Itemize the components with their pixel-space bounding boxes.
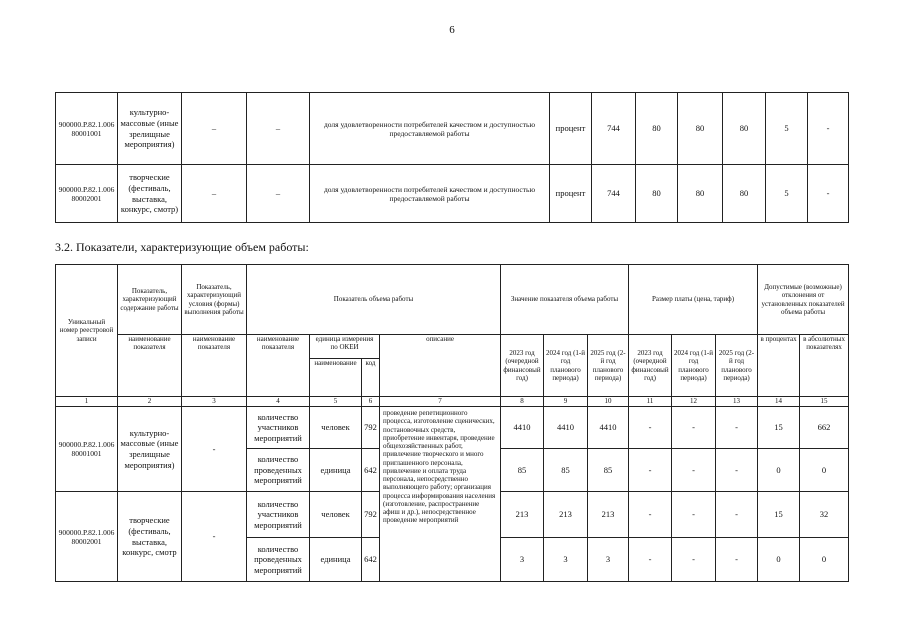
deviation-absolute: -	[808, 165, 849, 223]
value-2024: 85	[544, 449, 588, 492]
header-unit-code: код	[362, 359, 380, 397]
value-2023: 213	[501, 492, 544, 538]
payment-2023: -	[629, 538, 672, 582]
column-number: 15	[800, 397, 849, 407]
volume-indicator: количество участников мероприятий	[247, 407, 310, 449]
volume-indicator: количество проведенных мероприятий	[247, 449, 310, 492]
okei-code: 642	[362, 449, 380, 492]
column-number: 12	[672, 397, 716, 407]
header-row	[56, 335, 849, 359]
payment-2025: -	[716, 492, 758, 538]
header-unit-measure: единица измерения по ОКЕИ	[310, 335, 380, 359]
okei-code: 744	[592, 93, 636, 165]
header-deviations: Допустимые (возможные) отклонения от установленных показателей объема работы	[758, 265, 849, 335]
header-description: описание	[380, 335, 501, 397]
payment-2024: -	[672, 449, 716, 492]
deviation-percent: 5	[766, 93, 808, 165]
value-2025: 80	[723, 165, 766, 223]
table-cell: –	[247, 165, 310, 223]
table-cell: –	[247, 93, 310, 165]
okei-code: 744	[592, 165, 636, 223]
deviation-percent: 15	[758, 407, 800, 449]
okei-code: 792	[362, 492, 380, 538]
header-pay-2025: 2025 год (2-й год планового периода)	[716, 335, 758, 397]
payment-2025: -	[716, 407, 758, 449]
column-number: 10	[588, 397, 629, 407]
column-number: 13	[716, 397, 758, 407]
deviation-percent: 0	[758, 538, 800, 582]
column-number: 8	[501, 397, 544, 407]
payment-2024: -	[672, 538, 716, 582]
quality-indicator: доля удовлетворенности потребителей качеством и доступностью предоставляемой работы	[310, 93, 550, 165]
okei-code: 792	[362, 407, 380, 449]
column-number: 3	[182, 397, 247, 407]
column-number: 1	[56, 397, 118, 407]
quality-indicators-table	[55, 92, 849, 223]
value-2025: 3	[588, 538, 629, 582]
work-content: творческие (фестиваль, выставка, конкурс, смотр)	[118, 165, 182, 223]
value-2023: 80	[636, 93, 678, 165]
value-2023: 3	[501, 538, 544, 582]
deviation-absolute: -	[808, 93, 849, 165]
value-2025: 80	[723, 93, 766, 165]
table-row	[56, 165, 849, 223]
unit-name: процент	[550, 165, 592, 223]
column-number: 4	[247, 397, 310, 407]
header-name-indicator: наименование показателя	[182, 335, 247, 397]
header-year-2023: 2023 год (очередной финансовый год)	[501, 335, 544, 397]
header-payment: Размер платы (цена, тариф)	[629, 265, 758, 335]
deviation-absolute: 662	[800, 407, 849, 449]
work-condition: -	[182, 492, 247, 582]
header-year-2025: 2025 год (2-й год планового периода)	[588, 335, 629, 397]
header-pay-2023: 2023 год (очередной финансовый год)	[629, 335, 672, 397]
volume-indicator: количество участников мероприятий	[247, 492, 310, 538]
payment-2023: -	[629, 492, 672, 538]
unit-name: процент	[550, 93, 592, 165]
page-number: 6	[449, 24, 455, 36]
payment-2025: -	[716, 538, 758, 582]
quality-indicator: доля удовлетворенности потребителей качеством и доступностью предоставляемой работы	[310, 165, 550, 223]
column-number: 5	[310, 397, 362, 407]
header-pay-2024: 2024 год (1-й год планового периода)	[672, 335, 716, 397]
header-row	[56, 265, 849, 335]
header-unit-name: наименование	[310, 359, 362, 397]
work-content: творческие (фестиваль, выставка, конкурс, смотр	[118, 492, 182, 582]
deviation-absolute: 32	[800, 492, 849, 538]
deviation-absolute: 0	[800, 449, 849, 492]
payment-2025: -	[716, 449, 758, 492]
deviation-percent: 15	[758, 492, 800, 538]
volume-indicator: количество проведенных мероприятий	[247, 538, 310, 582]
payment-2023: -	[629, 407, 672, 449]
value-2024: 3	[544, 538, 588, 582]
column-number: 2	[118, 397, 182, 407]
value-2024: 80	[678, 165, 723, 223]
header-name-indicator: наименование показателя	[118, 335, 182, 397]
payment-2024: -	[672, 492, 716, 538]
column-number: 6	[362, 397, 380, 407]
section-title: 3.2. Показатели, характеризующие объем работы:	[55, 240, 309, 254]
header-in-absolute: в абсолютных показателях	[800, 335, 849, 397]
value-2024: 80	[678, 93, 723, 165]
registry-code: 900000.Р.82.1.006 80001001	[56, 93, 118, 165]
value-2023: 4410	[501, 407, 544, 449]
work-condition: -	[182, 407, 247, 492]
header-content-indicator: Показатель, характеризующий содержание работы	[118, 265, 182, 335]
column-numbers-row	[56, 397, 849, 407]
value-2024: 213	[544, 492, 588, 538]
registry-code: 900000.Р.82.1.006 80002001	[56, 492, 118, 582]
value-2024: 4410	[544, 407, 588, 449]
deviation-percent: 5	[766, 165, 808, 223]
value-2025: 85	[588, 449, 629, 492]
volume-indicators-table	[55, 264, 849, 582]
registry-code: 900000.Р.82.1.006 80002001	[56, 165, 118, 223]
column-number: 14	[758, 397, 800, 407]
work-description: проведение репетиционного процесса, изготовление сценических, постановочных средств, приобретение инвентаря, проведение общехозяйственных работ, привлечение творческого и много приглашенного персонала, привлечение и оплата труда персонала, непосредственно выполняющего работу; организация процесса информирования населения (изготовление, распространение афиш и др.), непосредственное проведение мероприятий	[380, 407, 501, 582]
work-content: культурно-массовые (иные зрелищные мероприятия)	[118, 407, 182, 492]
header-in-percent: в процентах	[758, 335, 800, 397]
value-2023: 80	[636, 165, 678, 223]
table-row	[56, 93, 849, 165]
unit-name: единица	[310, 538, 362, 582]
table-cell: –	[182, 165, 247, 223]
unit-name: человек	[310, 492, 362, 538]
work-content: культурно-массовые (иные зрелищные мероприятия)	[118, 93, 182, 165]
header-name-indicator: наименование показателя	[247, 335, 310, 397]
table-cell: –	[182, 93, 247, 165]
header-unique-number: Уникальный номер реестровой записи	[56, 265, 118, 397]
deviation-percent: 0	[758, 449, 800, 492]
unit-name: человек	[310, 407, 362, 449]
header-year-2024: 2024 год (1-й год планового периода)	[544, 335, 588, 397]
deviation-absolute: 0	[800, 538, 849, 582]
column-number: 11	[629, 397, 672, 407]
header-conditions-indicator: Показатель, характеризующий условия (формы) выполнения работы	[182, 265, 247, 335]
payment-2023: -	[629, 449, 672, 492]
value-2025: 4410	[588, 407, 629, 449]
value-2023: 85	[501, 449, 544, 492]
header-volume-indicator: Показатель объема работы	[247, 265, 501, 335]
value-2025: 213	[588, 492, 629, 538]
unit-name: единица	[310, 449, 362, 492]
registry-code: 900000.Р.82.1.006 80001001	[56, 407, 118, 492]
table-row	[56, 407, 849, 449]
column-number: 9	[544, 397, 588, 407]
okei-code: 642	[362, 538, 380, 582]
column-number: 7	[380, 397, 501, 407]
payment-2024: -	[672, 407, 716, 449]
header-volume-values: Значение показателя объема работы	[501, 265, 629, 335]
